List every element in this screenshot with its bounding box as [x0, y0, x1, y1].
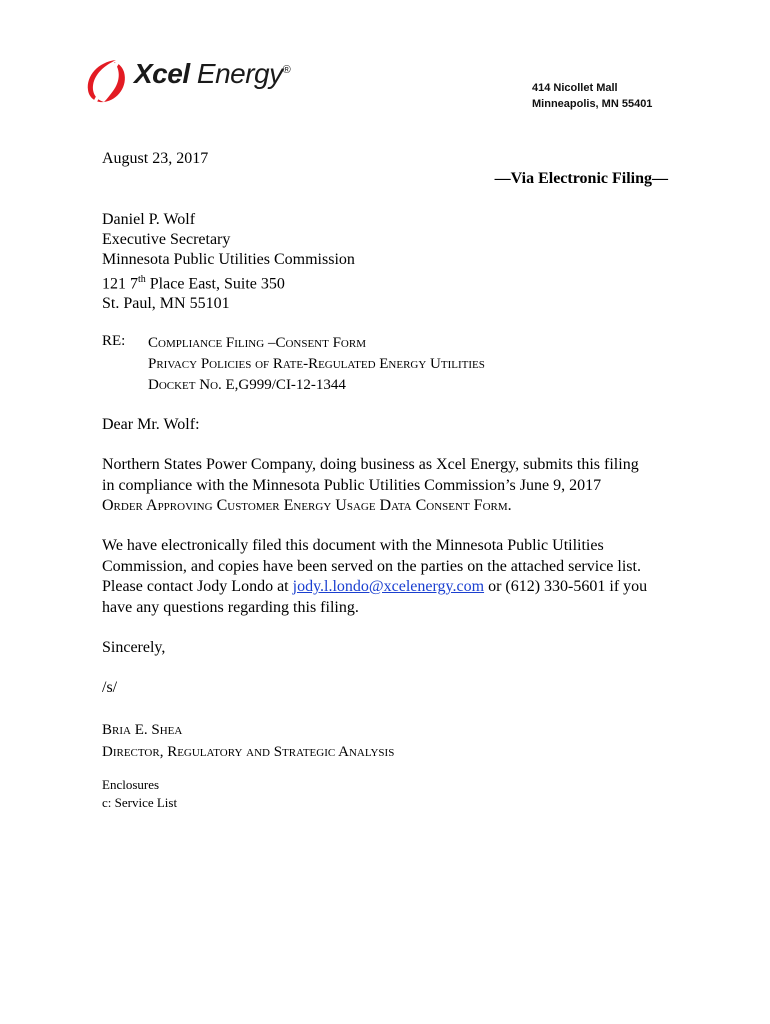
xcel-energy-logo	[82, 56, 312, 106]
addressee-city: St. Paul, MN 55101	[102, 295, 230, 313]
signer-name: Bria E. Shea	[102, 722, 183, 738]
signature: /s/	[102, 679, 118, 696]
contact-email-link[interactable]: jody.l.londo@xcelenergy.com	[292, 578, 485, 595]
salutation: Dear Mr. Wolf:	[102, 416, 200, 433]
addressee-block	[102, 210, 355, 314]
company-address-line2: Minneapolis, MN 55401	[532, 98, 653, 110]
enclosures-label: Enclosures	[102, 777, 160, 792]
re-line-3: Docket No. E,G999/CI-12-1344	[148, 377, 346, 393]
logo-wordmark: Xcel Energy®	[134, 58, 291, 89]
xcel-flame-icon	[82, 56, 130, 106]
signer-title: Director, Regulatory and Strategic Analysis	[102, 744, 395, 760]
addressee-org: Minnesota Public Utilities Commission	[102, 251, 355, 268]
closing: Sincerely,	[102, 639, 166, 656]
letter-date: August 23, 2017	[102, 150, 209, 167]
body-paragraph-1: Northern States Power Company, doing business as Xcel Energy, submits this filing in compliance with the Minnesota Public Utilities Commission’s June 9, 2017 Order Approving Customer Energy Usage Data Consent Form.	[102, 456, 639, 514]
re-line-1: Compliance Filing –Consent Form	[148, 335, 366, 351]
re-label: RE:	[102, 333, 126, 349]
signer-block	[102, 719, 394, 763]
addressee-name: Daniel P. Wolf	[102, 211, 196, 228]
enclosures	[102, 776, 177, 812]
company-address-line1: 414 Nicollet Mall	[532, 82, 618, 94]
re-line-2: Privacy Policies of Rate-Regulated Energy Utilities	[148, 356, 485, 372]
company-address	[532, 80, 652, 112]
service-list-note: c: Service List	[102, 795, 178, 810]
re-subject	[148, 333, 485, 396]
delivery-method: —Via Electronic Filing—	[494, 170, 668, 187]
addressee-street: 121 7th Place East, Suite 350	[102, 274, 285, 293]
body-paragraph-2: We have electronically filed this document with the Minnesota Public Utilities Commission, and copies have been served on the parties on the attached service list. Please contact Jody Londo at jody.l.londo@xcelenergy.com or (612) 330-5601 if you have any questions regarding this filing.	[102, 537, 648, 616]
addressee-title: Executive Secretary	[102, 231, 231, 248]
